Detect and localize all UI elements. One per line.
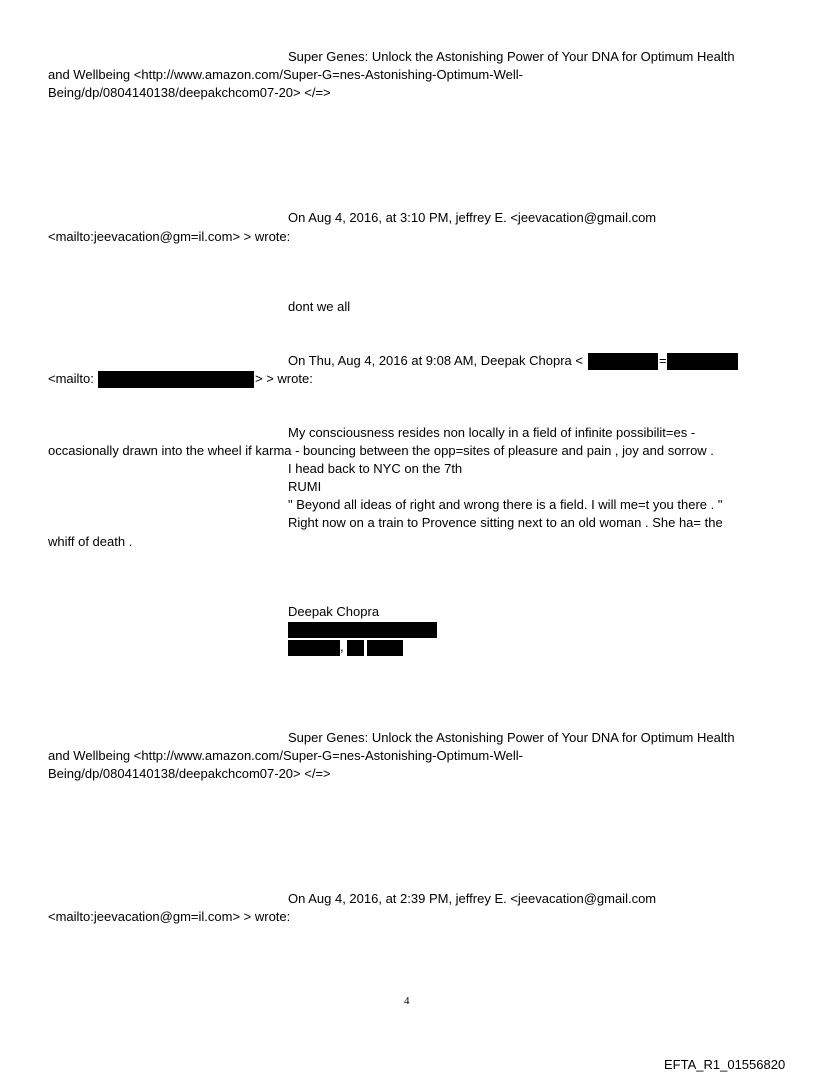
redaction-box xyxy=(367,640,403,656)
book-link-line: and Wellbeing <http://www.amazon.com/Super-G=nes-Astonishing-Optimum-Well- xyxy=(48,67,523,82)
reply-header-line: On Aug 4, 2016, at 2:39 PM, jeffrey E. <jeevacation@gmail.com xyxy=(288,891,657,906)
reply-header-mailto: <mailto:jeevacation@gm=il.com> > wrote: xyxy=(48,229,291,244)
book-link-line-end: Being/dp/0804140138/deepakchcom07-20> </=> xyxy=(48,766,331,781)
message-body-line: RUMI xyxy=(288,479,322,494)
reply-header-line: On Aug 4, 2016, at 3:10 PM, jeffrey E. <jeevacation@gmail.com xyxy=(288,210,657,225)
email-equals: = xyxy=(659,353,667,368)
document-id: EFTA_R1_01556820 xyxy=(664,1057,786,1072)
redaction-box xyxy=(288,622,437,638)
redaction-box xyxy=(588,353,658,370)
message-body-line: dont we all xyxy=(288,299,351,314)
redaction-box xyxy=(288,640,340,656)
signature-comma: , xyxy=(340,639,344,654)
book-link-line-end: Being/dp/0804140138/deepakchcom07-20> </=> xyxy=(48,85,331,100)
redaction-box xyxy=(667,353,738,370)
reply-header-mailto: <mailto:jeevacation@gm=il.com> > wrote: xyxy=(48,909,291,924)
reply-header-mailto: <mailto: xyxy=(48,371,94,386)
signature-name: Deepak Chopra xyxy=(288,604,380,619)
message-body-line: whiff of death . xyxy=(48,534,133,549)
reply-header-wrote: > > wrote: xyxy=(255,371,313,386)
book-title-line: Super Genes: Unlock the Astonishing Power of Your DNA for Optimum Health xyxy=(288,730,735,745)
message-body-line: Right now on a train to Provence sitting next to an old woman . She ha= the xyxy=(288,515,723,530)
message-body-line: " Beyond all ideas of right and wrong there is a field. I will me=t you there . " xyxy=(288,497,723,512)
page-number: 4 xyxy=(404,995,410,1007)
redaction-box xyxy=(98,371,254,388)
message-body-line: occasionally drawn into the wheel if karma - bouncing between the opp=sites of pleasure and pain , joy and sorrow . xyxy=(48,443,714,458)
message-body-line: My consciousness resides non locally in a field of infinite possibilit=es - xyxy=(288,425,696,440)
book-link-line: and Wellbeing <http://www.amazon.com/Super-G=nes-Astonishing-Optimum-Well- xyxy=(48,748,523,763)
reply-header-line: On Thu, Aug 4, 2016 at 9:08 AM, Deepak Chopra < xyxy=(288,353,583,368)
message-body-line: I head back to NYC on the 7th xyxy=(288,461,463,476)
redaction-box xyxy=(347,640,364,656)
book-title-line: Super Genes: Unlock the Astonishing Power of Your DNA for Optimum Health xyxy=(288,49,735,64)
